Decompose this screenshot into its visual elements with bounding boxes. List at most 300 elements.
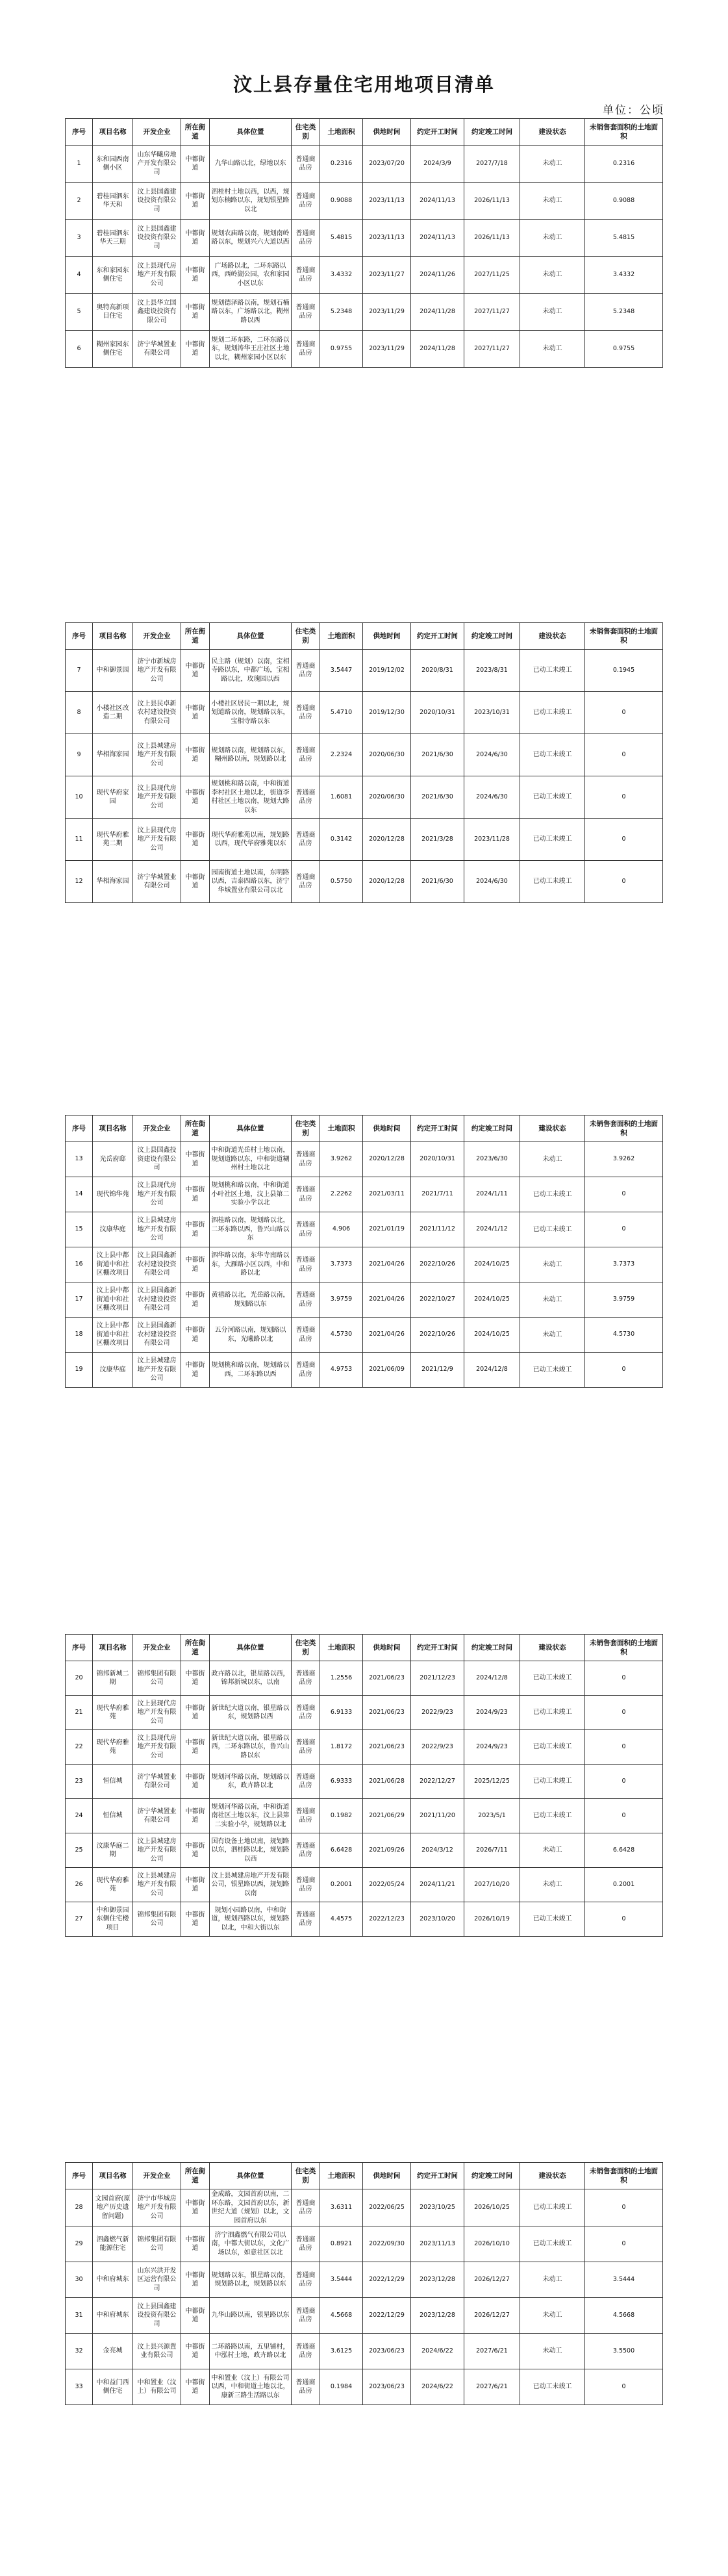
table-header-row	[66, 1635, 663, 1661]
table-cell: 2024/11/21	[411, 1868, 464, 1902]
table-cell: 2022/12/29	[363, 2298, 411, 2334]
table-cell: 汶上县现代房地产开发有限公司	[133, 1696, 181, 1730]
table-cell: 中都街道	[181, 1142, 210, 1177]
column-header: 项目名称	[93, 1116, 133, 1142]
table-cell: 普通商品房	[292, 2298, 320, 2334]
table-cell: 已动工未竣工	[520, 861, 585, 903]
table-cell: 山东华曦房地产开发有限公司	[133, 146, 181, 183]
table-cell: 2022/12/29	[363, 2262, 411, 2298]
table-cell: 0	[585, 861, 663, 903]
table-cell: 汶上县国鑫建设投资有限公司	[133, 220, 181, 257]
table-cell: 2027/10/20	[464, 1868, 520, 1902]
table-row	[66, 1833, 663, 1868]
table-cell: 泗华路以南，东华寺南路以东，大雁路小区以西，中和路以北	[210, 1247, 292, 1282]
project-table-page-5	[65, 2162, 663, 2405]
table-cell: 中都街道	[181, 2262, 210, 2298]
table-cell: 汶上县城建房地产开发有限公司	[133, 734, 181, 776]
table-cell: 未动工	[520, 220, 585, 257]
table-cell: 已动工未竣工	[520, 2369, 585, 2405]
table-cell: 锦邦集团有限公司	[133, 1902, 181, 1937]
table-cell: 中都街道	[181, 1318, 210, 1353]
table-row	[66, 1177, 663, 1212]
column-header: 土地面积	[320, 623, 363, 650]
table-cell: 恒信城	[93, 1765, 133, 1799]
table-cell: 3.7373	[320, 1247, 363, 1282]
table-cell: 济宁华城置业有限公司	[133, 1765, 181, 1799]
table-cell: 0	[585, 1177, 663, 1212]
table-cell: 已动工未竣工	[520, 734, 585, 776]
table-row	[66, 1696, 663, 1730]
table-cell: 4.906	[320, 1212, 363, 1247]
table-cell: 普通商品房	[292, 1730, 320, 1765]
table-cell: 2024/11/13	[411, 220, 464, 257]
column-header: 建设状态	[520, 623, 585, 650]
table-cell: 中都街道	[181, 257, 210, 294]
table-cell: 汶上县现代房地产开发有限公司	[133, 1177, 181, 1212]
table-row	[66, 1318, 663, 1353]
table-cell: 2023/11/29	[363, 331, 411, 368]
table-cell: 2022/05/24	[363, 1868, 411, 1902]
table-cell: 4.5668	[320, 2298, 363, 2334]
column-header: 约定竣工时间	[464, 119, 520, 146]
table-cell: 中都街道	[181, 1353, 210, 1388]
table-cell: 汶上县城建房地产开发有限公司	[133, 1212, 181, 1247]
table-cell: 未动工	[520, 1247, 585, 1282]
document-title: 汶上县存量住宅用地项目清单	[232, 73, 495, 96]
table-cell: 汶上县国鑫新农村建设投资有限公司	[133, 1282, 181, 1318]
table-cell: 0.1945	[585, 650, 663, 692]
table-cell: 2024/10/25	[464, 1282, 520, 1318]
table-cell: 0.9088	[585, 183, 663, 220]
table-cell: 3.4332	[320, 257, 363, 294]
table-cell: 东和家园东侧住宅	[93, 257, 133, 294]
table-cell: 济宁市华城房地产开发有限公司	[133, 2189, 181, 2226]
table-cell: 0.1982	[320, 1799, 363, 1833]
table-cell: 5.2348	[585, 294, 663, 331]
table-cell: 2024/12/8	[464, 1661, 520, 1696]
column-header: 所在街道	[181, 2163, 210, 2189]
table-cell: 未动工	[520, 1142, 585, 1177]
table-cell: 新世纪大道以南，银星路以西，二环东路以东，鲁兴山路以东	[210, 1730, 292, 1765]
table-cell: 28	[66, 2189, 93, 2226]
project-table-page-3	[65, 1115, 663, 1388]
table-cell: 现代华府雅苑	[93, 1730, 133, 1765]
column-header: 住宅类别	[292, 119, 320, 146]
table-cell: 已动工未竣工	[520, 1799, 585, 1833]
table-cell: 0.9088	[320, 183, 363, 220]
table-row	[66, 1353, 663, 1388]
table-cell: 华相海家园	[93, 861, 133, 903]
table-cell: 4.5668	[585, 2298, 663, 2334]
table-cell: 2023/12/28	[411, 2262, 464, 2298]
table-cell: 17	[66, 1282, 93, 1318]
table-cell: 政卉路以北，银星路以西，锦邦新城以东，以南	[210, 1661, 292, 1696]
column-header: 约定竣工时间	[464, 623, 520, 650]
table-cell: 华相海家园	[93, 734, 133, 776]
column-header: 约定开工时间	[411, 1635, 464, 1661]
table-cell: 恒信城	[93, 1799, 133, 1833]
table-cell: 0.2001	[320, 1868, 363, 1902]
column-header: 住宅类别	[292, 623, 320, 650]
table-header-row	[66, 1116, 663, 1142]
table-cell: 黄禧路以北，光岳路以南，规划路以东	[210, 1282, 292, 1318]
table-cell: 中都街道	[181, 1833, 210, 1868]
table-cell: 已动工未竣工	[520, 1765, 585, 1799]
table-cell: 中和府城东	[93, 2262, 133, 2298]
table-cell: 0.3142	[320, 819, 363, 861]
column-header: 具体位置	[210, 2163, 292, 2189]
table-cell: 汶上县国鑫建设投资有限公司	[133, 183, 181, 220]
table-cell: 已动工未竣工	[520, 2226, 585, 2262]
column-header: 未销售套面积的土地面积	[585, 2163, 663, 2189]
table-cell: 2024/9/23	[464, 1730, 520, 1765]
table-cell: 0	[585, 1902, 663, 1937]
table-cell: 0	[585, 1353, 663, 1388]
table-cell: 现代华府家园	[93, 776, 133, 819]
table-cell: 未动工	[520, 331, 585, 368]
table-cell: 0.9755	[585, 331, 663, 368]
table-row	[66, 2369, 663, 2405]
table-cell: 0.5750	[320, 861, 363, 903]
table-cell: 2024/9/23	[464, 1696, 520, 1730]
table-cell: 0.8921	[320, 2226, 363, 2262]
table-cell: 济宁华城置业有限公司	[133, 331, 181, 368]
table-cell: 五分河路以南，规划路以东，光曦路以北	[210, 1318, 292, 1353]
table-cell: 园南街道土地以南，东明路以西，吉泰四路以东，济宁华城置业有限公司以北	[210, 861, 292, 903]
table-cell: 已动工未竣工	[520, 1353, 585, 1388]
column-header: 开发企业	[133, 119, 181, 146]
table-row	[66, 734, 663, 776]
table-cell: 规划桃和路以南，规划路以西，二环东路以西	[210, 1353, 292, 1388]
column-header: 开发企业	[133, 623, 181, 650]
table-cell: 22	[66, 1730, 93, 1765]
column-header: 项目名称	[93, 1635, 133, 1661]
table-cell: 3.9759	[585, 1282, 663, 1318]
table-cell: 2024/6/22	[411, 2369, 464, 2405]
table-row	[66, 2226, 663, 2262]
table-cell: 碧桂园泗东华天和	[93, 183, 133, 220]
table-cell: 2023/10/20	[411, 1902, 464, 1937]
table-cell: 规划德泽路以南，规划石楠路以东，广场路以北，糊州路以西	[210, 294, 292, 331]
table-cell: 碧桂园泗东华天三期	[93, 220, 133, 257]
table-cell: 29	[66, 2226, 93, 2262]
table-cell: 2024/6/30	[464, 861, 520, 903]
table-cell: 普通商品房	[292, 2369, 320, 2405]
table-cell: 5.4710	[320, 692, 363, 734]
table-cell: 2021/04/26	[363, 1247, 411, 1282]
column-header: 所在街道	[181, 119, 210, 146]
table-cell: 25	[66, 1833, 93, 1868]
table-row	[66, 294, 663, 331]
table-cell: 3.5444	[585, 2262, 663, 2298]
table-cell: 2022/9/23	[411, 1730, 464, 1765]
table-cell: 金成路，文园首府以南，二环东路，文园首府以东，新世纪大道（规划）以北，文园首府以东	[210, 2189, 292, 2226]
table-cell: 2020/12/28	[363, 819, 411, 861]
table-cell: 5.4815	[320, 220, 363, 257]
table-cell: 0	[585, 819, 663, 861]
table-cell: 3.6125	[320, 2334, 363, 2369]
column-header: 项目名称	[93, 623, 133, 650]
table-cell: 0	[585, 1765, 663, 1799]
table-cell: 3.7373	[585, 1247, 663, 1282]
table-cell: 14	[66, 1177, 93, 1212]
table-cell: 2022/10/26	[411, 1247, 464, 1282]
table-cell: 中都街道	[181, 220, 210, 257]
table-cell: 2027/7/18	[464, 146, 520, 183]
table-cell: 0.2316	[320, 146, 363, 183]
table-cell: 济宁华城置业有限公司	[133, 861, 181, 903]
table-cell: 广场路以北，二环东路以西，西岭湖公园，农和家园小区以东	[210, 257, 292, 294]
table-cell: 0	[585, 692, 663, 734]
table-cell: 18	[66, 1318, 93, 1353]
table-cell: 普通商品房	[292, 1902, 320, 1937]
table-cell: 2.2324	[320, 734, 363, 776]
table-cell: 13	[66, 1142, 93, 1177]
column-header: 土地面积	[320, 119, 363, 146]
table-cell: 光岳府邸	[93, 1142, 133, 1177]
table-cell: 现代华府雅苑二期	[93, 819, 133, 861]
table-cell: 2021/06/29	[363, 1799, 411, 1833]
table-cell: 中都街道	[181, 1282, 210, 1318]
table-row	[66, 220, 663, 257]
table-cell: 普通商品房	[292, 1212, 320, 1247]
table-cell: 16	[66, 1247, 93, 1282]
table-cell: 规划二环东路，二环东路以东，规划涛华王庄社区土地以北，糊州家园小区以东	[210, 331, 292, 368]
table-cell: 汶上县城建房地产开发有限公司	[133, 1353, 181, 1388]
column-header: 建设状态	[520, 119, 585, 146]
table-cell: 民主路（规划）以南，宝相寺路以东，中都广场，宝相路以北，玫瑰园以西	[210, 650, 292, 692]
table-cell: 2021/06/28	[363, 1765, 411, 1799]
table-row	[66, 2334, 663, 2369]
table-cell: 中都街道	[181, 183, 210, 220]
table-cell: 0	[585, 2226, 663, 2262]
table-cell: 未动工	[520, 1868, 585, 1902]
table-cell: 2020/12/28	[363, 861, 411, 903]
table-cell: 普通商品房	[292, 1833, 320, 1868]
table-cell: 中都街道	[181, 2226, 210, 2262]
table-cell: 20	[66, 1661, 93, 1696]
table-row	[66, 1902, 663, 1937]
table-cell: 糊州家园东侧住宅	[93, 331, 133, 368]
table-row	[66, 1282, 663, 1318]
table-cell: 2021/6/30	[411, 734, 464, 776]
table-cell: 2024/6/30	[464, 776, 520, 819]
column-header: 具体位置	[210, 623, 292, 650]
table-cell: 32	[66, 2334, 93, 2369]
table-cell: 未动工	[520, 257, 585, 294]
table-cell: 中都街道	[181, 1177, 210, 1212]
table-cell: 0	[585, 2369, 663, 2405]
table-cell: 2019/12/30	[363, 692, 411, 734]
table-cell: 未动工	[520, 1282, 585, 1318]
table-cell: 中都街道	[181, 2298, 210, 2334]
table-cell: 2020/10/31	[411, 1142, 464, 1177]
table-cell: 普通商品房	[292, 2262, 320, 2298]
table-cell: 现代华府雅苑	[93, 1868, 133, 1902]
table-header-row	[66, 2163, 663, 2189]
table-row	[66, 2262, 663, 2298]
table-cell: 10	[66, 776, 93, 819]
table-row	[66, 146, 663, 183]
table-cell: 2023/11/29	[363, 294, 411, 331]
column-header: 约定开工时间	[411, 2163, 464, 2189]
table-cell: 3.5500	[585, 2334, 663, 2369]
table-cell: 汶上县中都街道中和社区棚改项目	[93, 1318, 133, 1353]
table-cell: 4.5730	[585, 1318, 663, 1353]
table-cell: 2026/11/13	[464, 220, 520, 257]
table-cell: 0.1984	[320, 2369, 363, 2405]
column-header: 供地时间	[363, 1635, 411, 1661]
column-header: 约定竣工时间	[464, 1635, 520, 1661]
table-cell: 中都街道	[181, 1902, 210, 1937]
table-cell: 普通商品房	[292, 1318, 320, 1353]
table-cell: 5.4815	[585, 220, 663, 257]
column-header: 土地面积	[320, 1116, 363, 1142]
column-header: 建设状态	[520, 1635, 585, 1661]
table-row	[66, 819, 663, 861]
table-cell: 2020/12/28	[363, 1142, 411, 1177]
table-cell: 中都街道	[181, 861, 210, 903]
table-cell: 泗桂路以南，规划路以北，二环东路以西，鲁兴山路以东	[210, 1212, 292, 1247]
table-cell: 2023/12/28	[411, 2298, 464, 2334]
project-table-page-1	[65, 118, 663, 368]
table-cell: 2024/6/30	[464, 734, 520, 776]
table-cell: 2022/10/27	[411, 1282, 464, 1318]
table-cell: 济宁华城置业有限公司	[133, 1799, 181, 1833]
column-header: 住宅类别	[292, 2163, 320, 2189]
table-cell: 新世纪大道以南，银星路以东，规划路以西	[210, 1696, 292, 1730]
table-cell: 0.9755	[320, 331, 363, 368]
column-header: 序号	[66, 1635, 93, 1661]
table-cell: 0	[585, 1212, 663, 1247]
table-cell: 中都街道	[181, 819, 210, 861]
table-row	[66, 1661, 663, 1696]
table-cell: 0	[585, 734, 663, 776]
table-row	[66, 1142, 663, 1177]
table-cell: 2026/10/25	[464, 2189, 520, 2226]
table-cell: 未动工	[520, 2334, 585, 2369]
table-cell: 2020/06/30	[363, 734, 411, 776]
table-cell: 2025/12/25	[464, 1765, 520, 1799]
table-cell: 6.9133	[320, 1696, 363, 1730]
table-cell: 锦邦新城二期	[93, 1661, 133, 1696]
table-cell: 普通商品房	[292, 1661, 320, 1696]
table-cell: 0	[585, 1799, 663, 1833]
table-cell: 中都街道	[181, 2334, 210, 2369]
table-cell: 普通商品房	[292, 1142, 320, 1177]
table-cell: 未动工	[520, 2262, 585, 2298]
table-cell: 中都街道	[181, 1212, 210, 1247]
table-cell: 普通商品房	[292, 294, 320, 331]
table-cell: 2020/10/31	[411, 692, 464, 734]
table-cell: 汶上县华立国鑫建设投资有限公司	[133, 294, 181, 331]
table-cell: 中都街道	[181, 1696, 210, 1730]
table-cell: 中和置业（汶上）有限公司	[133, 2369, 181, 2405]
table-cell: 2021/06/23	[363, 1696, 411, 1730]
table-cell: 2021/04/26	[363, 1282, 411, 1318]
column-header: 土地面积	[320, 2163, 363, 2189]
table-cell: 已动工未竣工	[520, 1177, 585, 1212]
table-cell: 2026/7/11	[464, 1833, 520, 1868]
table-cell: 2026/10/10	[464, 2226, 520, 2262]
column-header: 序号	[66, 1116, 93, 1142]
table-cell: 2024/11/13	[411, 183, 464, 220]
table-cell: 中都街道	[181, 2369, 210, 2405]
table-row	[66, 1247, 663, 1282]
table-cell: 5.2348	[320, 294, 363, 331]
table-cell: 中都街道	[181, 1799, 210, 1833]
table-cell: 2020/8/31	[411, 650, 464, 692]
table-cell: 2026/11/13	[464, 183, 520, 220]
table-cell: 2021/7/11	[411, 1177, 464, 1212]
table-row	[66, 1868, 663, 1902]
table-cell: 2024/3/9	[411, 146, 464, 183]
table-cell: 4.9753	[320, 1353, 363, 1388]
column-header: 序号	[66, 623, 93, 650]
table-cell: 3.4332	[585, 257, 663, 294]
table-cell: 山东兴洪开发区运营有限公司	[133, 2262, 181, 2298]
column-header: 约定开工时间	[411, 119, 464, 146]
table-cell: 12	[66, 861, 93, 903]
table-cell: 2021/04/26	[363, 1318, 411, 1353]
column-header: 供地时间	[363, 1116, 411, 1142]
table-cell: 中都街道	[181, 1247, 210, 1282]
table-cell: 中都街道	[181, 294, 210, 331]
table-cell: 汶上县现代房地产开发有限公司	[133, 1730, 181, 1765]
table-cell: 普通商品房	[292, 734, 320, 776]
table-cell: 汶上县国鑫新农村建设投资有限公司	[133, 1247, 181, 1282]
table-cell: 2021/06/23	[363, 1730, 411, 1765]
table-cell: 2023/10/31	[464, 692, 520, 734]
table-cell: 2021/6/30	[411, 861, 464, 903]
table-cell: 27	[66, 1902, 93, 1937]
table-cell: 3.5447	[320, 650, 363, 692]
table-cell: 规划河华路以南，中和街道南社区土地以东，汶上县第二实验小学，规划路以北	[210, 1799, 292, 1833]
table-cell: 6.6428	[585, 1833, 663, 1868]
table-cell: 未动工	[520, 2298, 585, 2334]
table-cell: 6.6428	[320, 1833, 363, 1868]
table-cell: 规划路以东，银星路以南，规划路以北，规划路以东	[210, 2262, 292, 2298]
table-cell: 锦邦集团有限公司	[133, 2226, 181, 2262]
table-cell: 11	[66, 819, 93, 861]
column-header: 约定开工时间	[411, 623, 464, 650]
column-header: 所在街道	[181, 1635, 210, 1661]
table-cell: 2027/11/25	[464, 257, 520, 294]
table-cell: 2026/12/27	[464, 2298, 520, 2334]
table-cell: 普通商品房	[292, 1799, 320, 1833]
column-header: 供地时间	[363, 2163, 411, 2189]
column-header: 项目名称	[93, 119, 133, 146]
table-cell: 中和置业（汶上）有限公司以西，中和街道土地以北，康新三路生活路以东	[210, 2369, 292, 2405]
table-cell: 未动工	[520, 146, 585, 183]
table-cell: 2024/11/28	[411, 294, 464, 331]
table-cell: 2027/11/27	[464, 331, 520, 368]
table-cell: 26	[66, 1868, 93, 1902]
table-header-row	[66, 623, 663, 650]
table-cell: 汶上县现代房地产开发有限公司	[133, 819, 181, 861]
table-cell: 2023/11/28	[464, 819, 520, 861]
table-cell: 普通商品房	[292, 2226, 320, 2262]
table-cell: 普通商品房	[292, 819, 320, 861]
table-cell: 普通商品房	[292, 2189, 320, 2226]
table-cell: 普通商品房	[292, 1696, 320, 1730]
table-cell: 21	[66, 1696, 93, 1730]
table-row	[66, 1730, 663, 1765]
table-cell: 2027/6/21	[464, 2369, 520, 2405]
table-cell: 汶上县国鑫投资建设有限公司	[133, 1142, 181, 1177]
table-cell: 2024/1/12	[464, 1212, 520, 1247]
table-cell: 15	[66, 1212, 93, 1247]
